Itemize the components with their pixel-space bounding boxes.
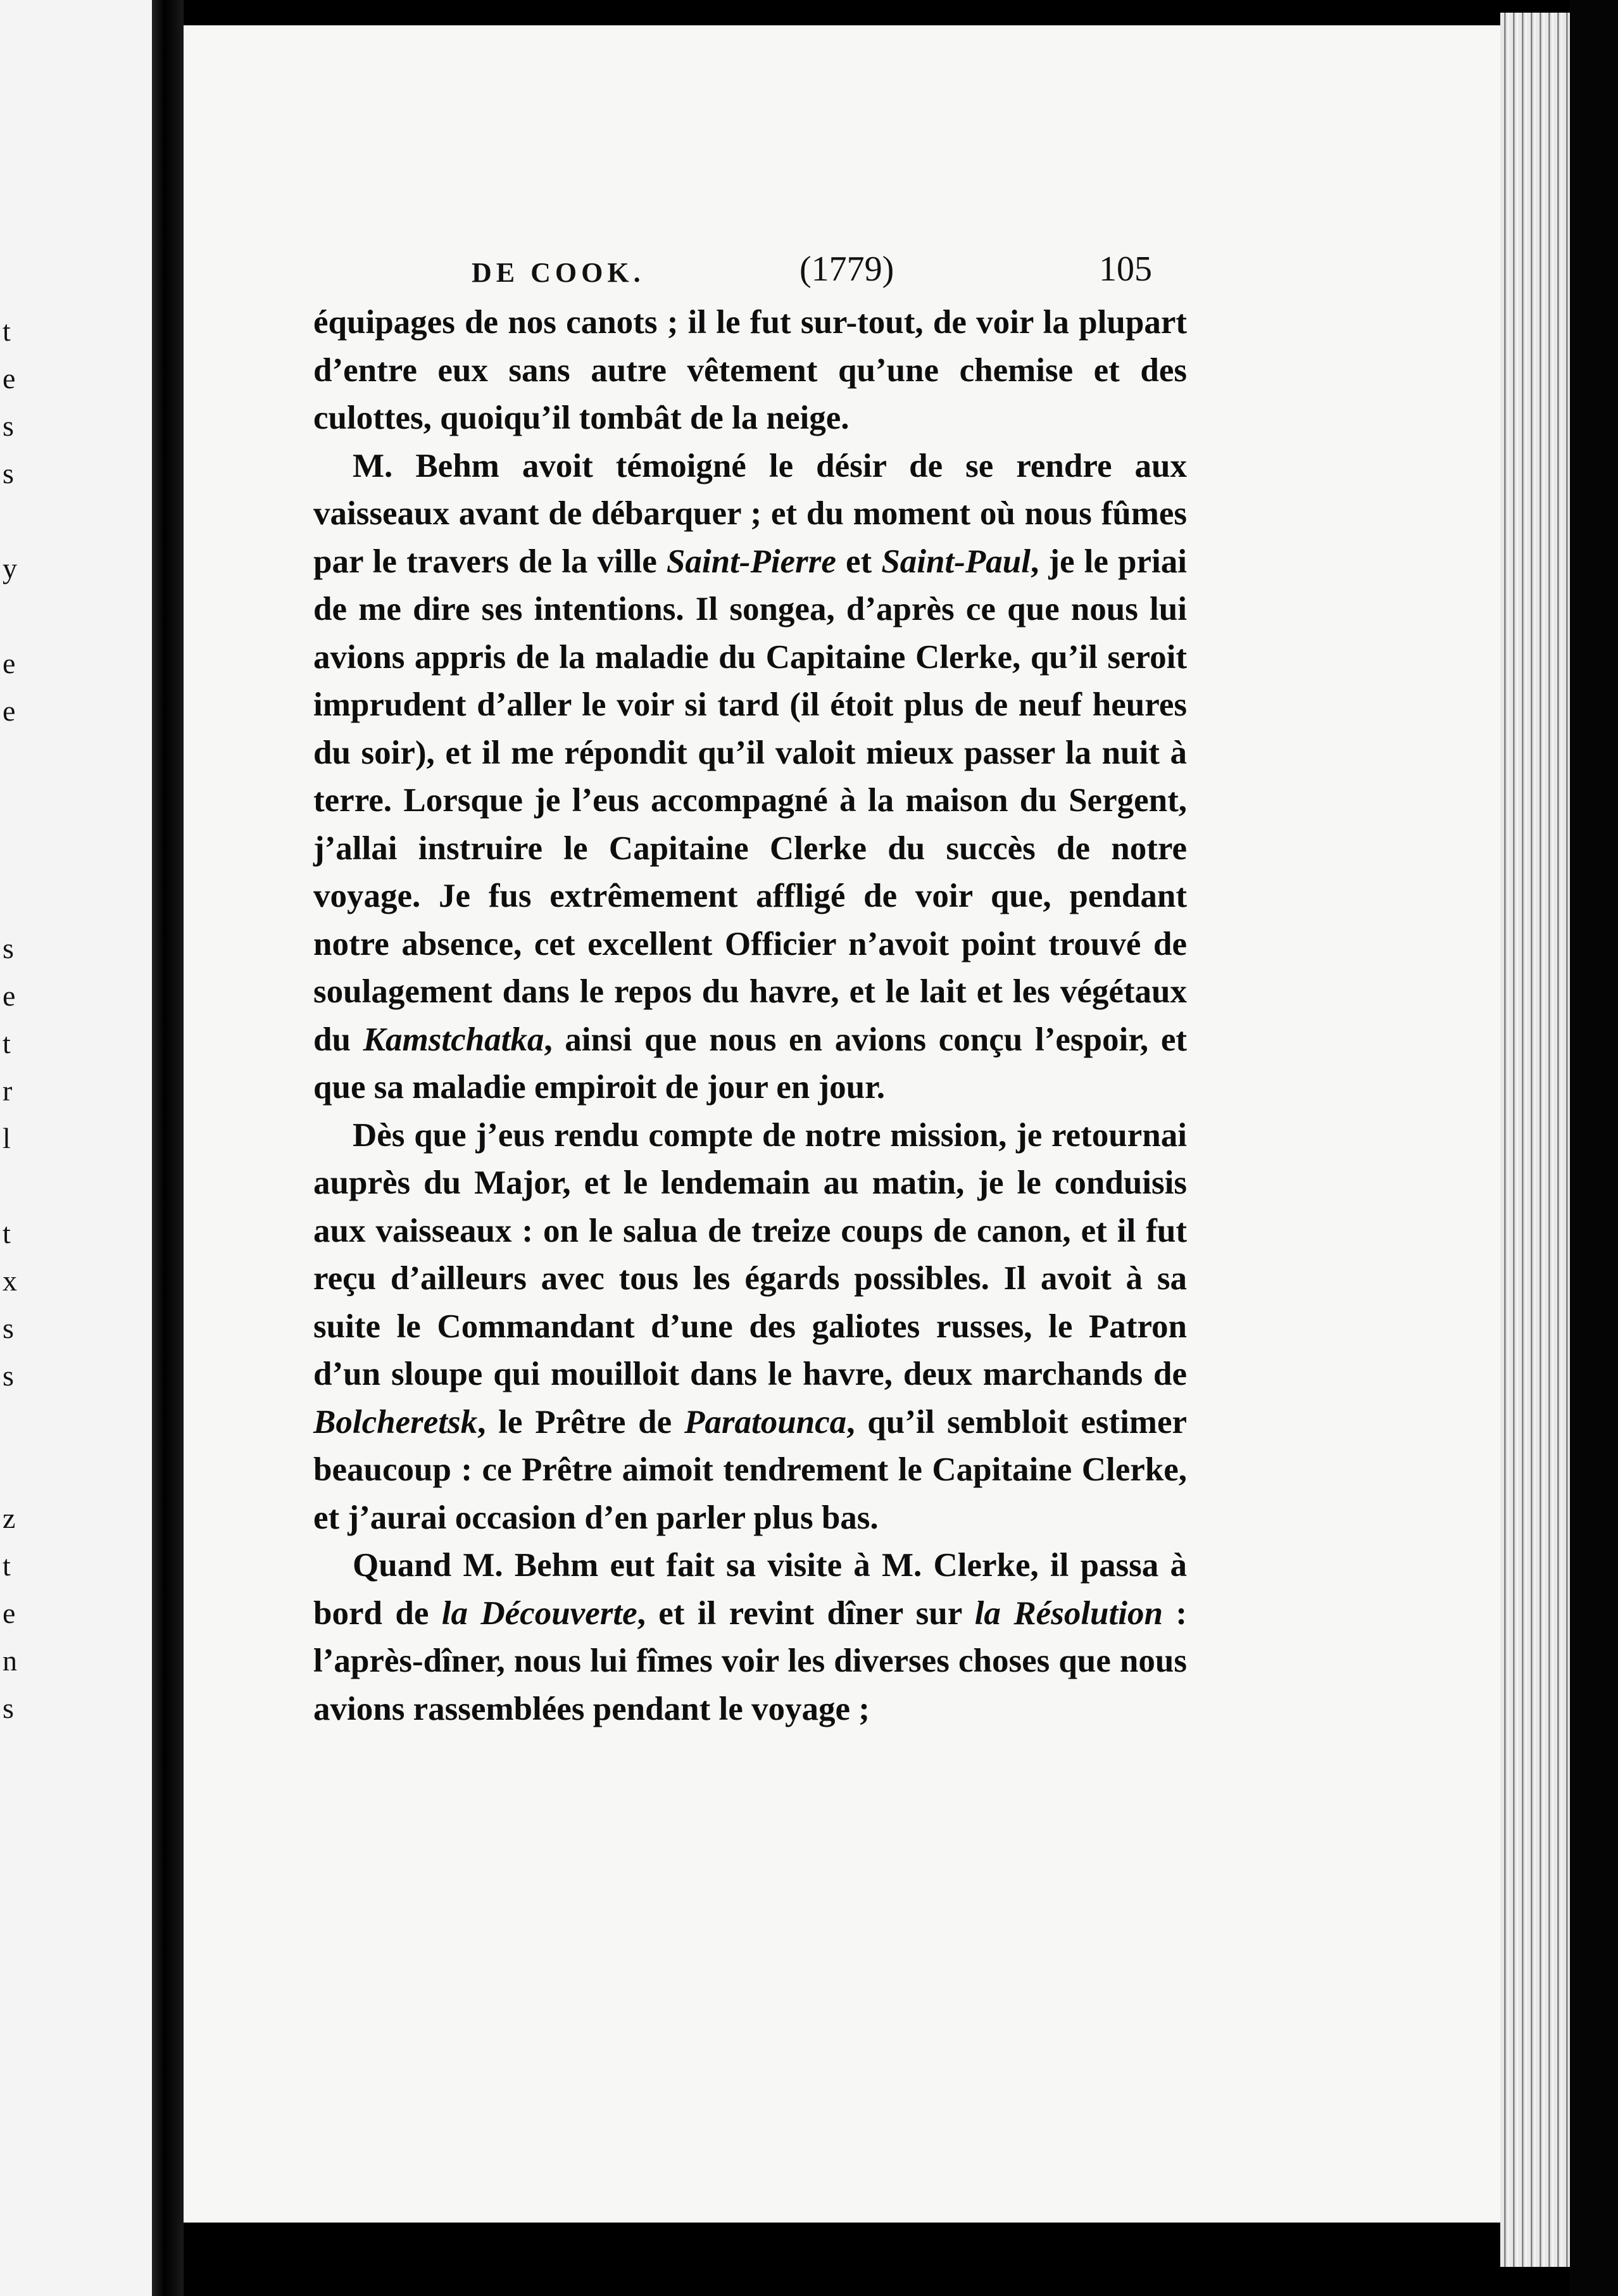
text-run: , le Prêtre de [477, 1403, 684, 1441]
running-title: DE COOK. [472, 257, 645, 288]
paragraph [313, 1542, 1187, 1733]
text-run: et [836, 543, 882, 580]
facing-page-fragment: s [3, 1692, 14, 1724]
book-gutter [152, 0, 184, 2296]
page-edges [1500, 13, 1570, 2267]
italic-term: Saint-Pierre [666, 543, 836, 580]
facing-page-fragment: e [3, 647, 16, 679]
text-run: Quand M. Behm eut fait sa visite à M. Clerke, il passa à bord de [313, 1547, 1187, 1632]
facing-page-fragment: t [3, 1549, 11, 1582]
text-run: M. Behm avoit témoigné le désir de se rendre aux vaisseaux avant de débarquer ; et du moment où nous fûmes par le travers de la ville [313, 447, 1187, 580]
text-run: , et il revint dîner sur [637, 1594, 975, 1632]
text-run: , ainsi que nous en avions conçu l’espoir, et que sa maladie empiroit de jour en jour. [313, 1021, 1187, 1106]
text-run: : l’après-dîner, nous lui fîmes voir les diverses choses que nous avions rassemblées pendant le voyage ; [313, 1594, 1187, 1727]
italic-term: Paratounca [684, 1403, 847, 1441]
facing-page-fragment: s [3, 1359, 14, 1392]
facing-page-fragment: l [3, 1122, 11, 1154]
facing-page-fragment: e [3, 980, 16, 1012]
facing-page-fragment: t [3, 315, 11, 347]
scan-border [1570, 0, 1618, 2296]
facing-page-fragment: z [3, 1502, 16, 1534]
facing-page-text-fragments [0, 0, 25, 2296]
facing-page-fragment: y [3, 552, 17, 584]
paragraph [313, 443, 1187, 1112]
facing-page-fragment: e [3, 1597, 16, 1629]
italic-term: Saint-Paul [881, 543, 1031, 580]
text-run: Dès que j’eus rendu compte de notre mission, je retournai auprès du Major, et le lendemain au matin, je le conduisis aux vaisseaux : on le salua de treize coups de canon, et il fut reçu d’ailleurs avec tous les égards possibles. Il avoit à sa suite le Commandant d’une des galiotes russes, le Patron d’un sloupe qui mouilloit dans le havre, deux marchands de [313, 1116, 1187, 1392]
paragraph [313, 1112, 1187, 1542]
facing-page-fragment: s [3, 410, 14, 442]
paragraph [313, 299, 1187, 443]
facing-page-fragment: n [3, 1644, 17, 1677]
facing-page-fragment: t [3, 1027, 11, 1059]
text-run: équipages de nos canots ; il le fut sur-tout, de voir la plupart d’entre eux sans autre vêtement qu’une chemise et des culottes, quoiqu’il tombât de la neige. [313, 304, 1187, 436]
page-header [472, 249, 1152, 293]
facing-page-fragment: e [3, 362, 16, 394]
text-run: , qu’il sembloit estimer beaucoup : ce Prêtre aimoit tendrement le Capitaine Clerke, et j’aurai occasion d’en parler plus bas. [313, 1403, 1187, 1536]
facing-page-fragment: t [3, 1217, 11, 1249]
page-number: 105 [1099, 249, 1152, 289]
italic-term: la Découverte [441, 1594, 637, 1632]
facing-page-fragment: x [3, 1265, 17, 1297]
facing-page-fragment: s [3, 1312, 14, 1344]
italic-term: la Résolution [974, 1594, 1163, 1632]
facing-page [0, 0, 152, 2296]
facing-page-fragment: s [3, 457, 14, 489]
body-text [313, 299, 1187, 1733]
facing-page-fragment: e [3, 695, 16, 727]
facing-page-fragment: r [3, 1075, 13, 1107]
text-run: , je le priai de me dire ses intentions. Il songea, d’après ce que nous lui avions appris de la maladie du Capitaine Clerke, qu’il seroit imprudent d’aller le voir si tard (il étoit plus de neuf heures du soir), et il me répondit qu’il valoit mieux passer la nuit à terre. Lorsque je l’eus accompagné à la maison du Sergent, j’allai instruire le Capitaine Clerke du succès de notre voyage. Je fus extrêmement affligé de voir que, pendant notre absence, cet excellent Officier n’avoit point trouvé de soulagement dans le repos du havre, et le lait et les végétaux du [313, 543, 1187, 1058]
year-marker: (1779) [800, 249, 894, 289]
italic-term: Bolcheretsk [313, 1403, 478, 1441]
facing-page-fragment: s [3, 932, 14, 964]
italic-term: Kamstchatka [363, 1021, 544, 1058]
